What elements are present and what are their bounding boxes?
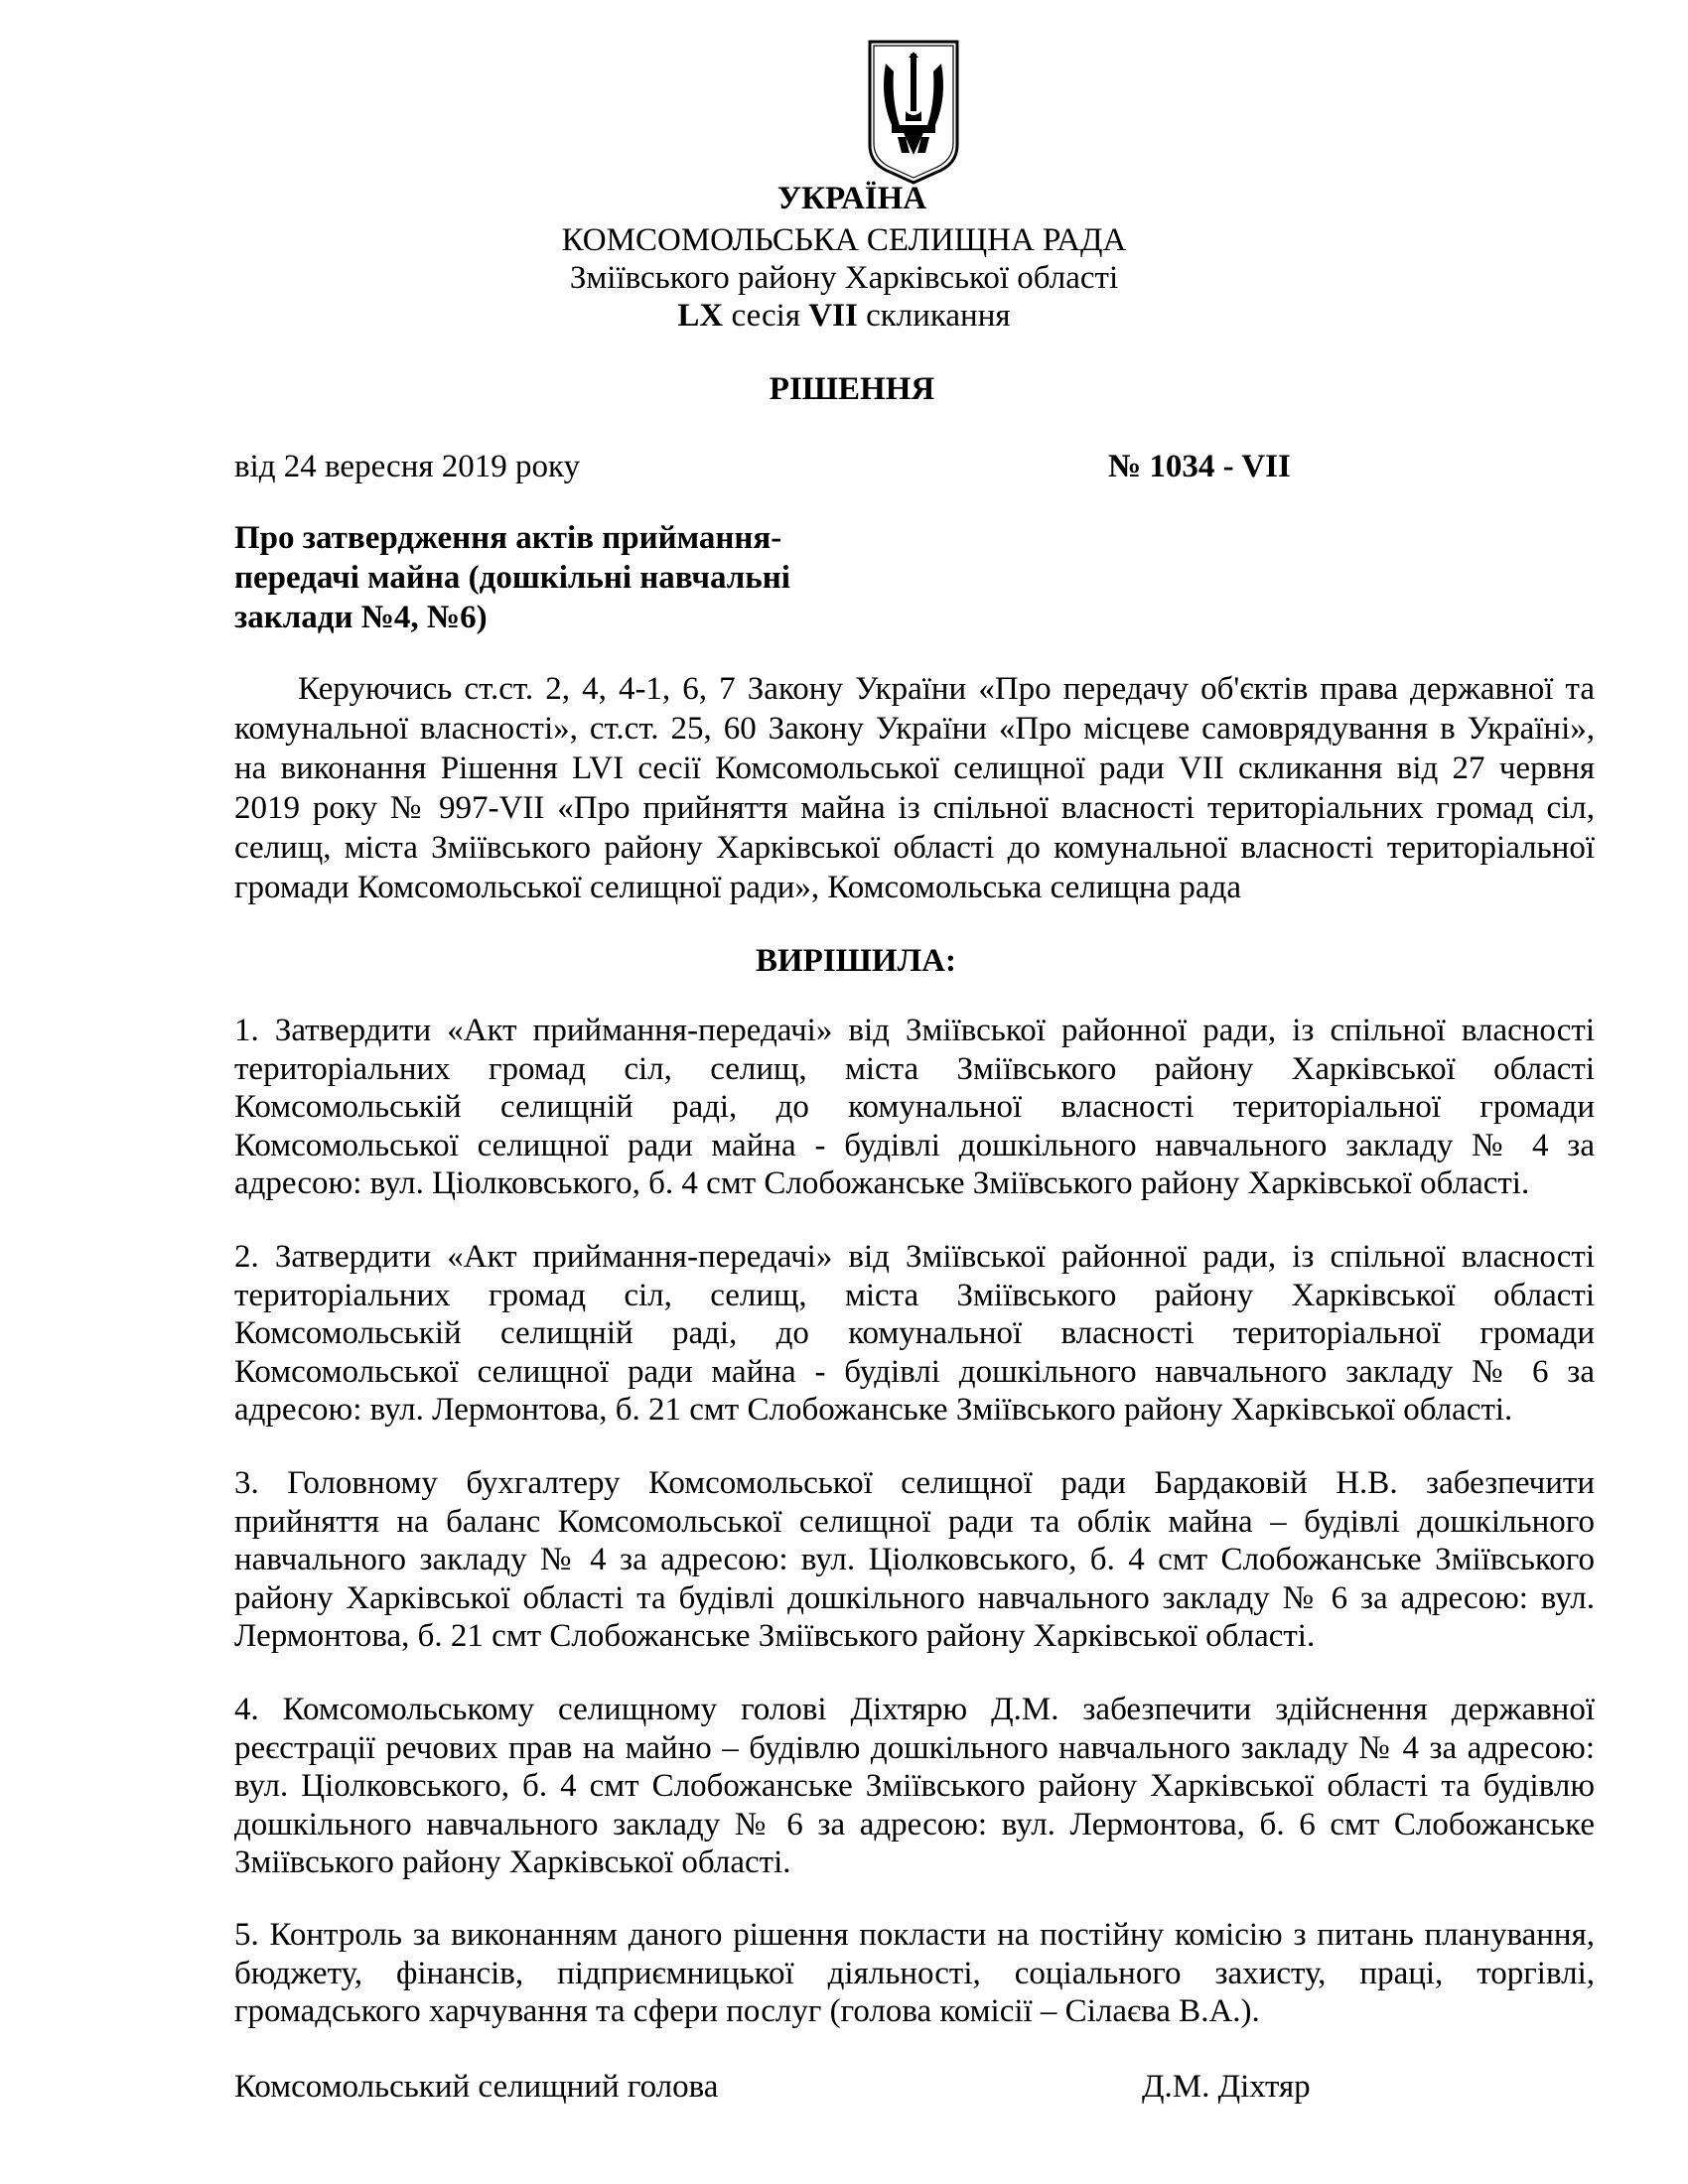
session-convocation: VII xyxy=(808,298,858,334)
item-line: дошкільного навчального закладу № 6 за адресою: вул. Лермонтова, б. 6 смт Слобожанське xyxy=(234,1806,1595,1843)
subject-line: Про затвердження актів приймання- xyxy=(234,520,782,556)
subject-line: заклади №4, №6) xyxy=(234,600,488,635)
item-line: прийняття на баланс Комсомольської селищної ради та облік майна – будівлі дошкільного xyxy=(234,1503,1595,1540)
item-line: адресою: вул. Ціолковського, б. 4 смт Слобожанське Зміївського району Харківської області. xyxy=(234,1165,1530,1201)
resolution-item-2 xyxy=(234,1238,1595,1430)
item-line: Комсомольської селищної ради майна - будівлі дошкільного навчального закладу № 4 за xyxy=(234,1127,1595,1163)
item-line: Зміївського району Харківської області. xyxy=(234,1844,791,1880)
country-heading: УКРАЇНА xyxy=(776,181,927,216)
signature-position: Комсомольський селищний голова xyxy=(234,2069,719,2105)
item-line: територіальних громад сіл, селищ, міста Зміївського району Харківської області xyxy=(234,1050,1595,1087)
decision-title: РІШЕННЯ xyxy=(769,371,935,407)
preamble-line: комунальної власності», ст.ст. 25, 60 Закону України «Про місцеве самоврядування в Україні», xyxy=(234,711,1595,747)
resolved-heading: ВИРІШИЛА: xyxy=(756,943,956,979)
preamble-paragraph xyxy=(234,669,1595,907)
item-line: адресою: вул. Лермонтова, б. 21 смт Слобожанське Зміївського району Харківської області. xyxy=(234,1392,1513,1428)
item-line: району Харківської області та будівлі дошкільного навчального закладу № 6 за адресою: вул. xyxy=(234,1579,1595,1616)
district-heading: Зміївського району Харківської області xyxy=(569,260,1119,296)
resolution-item-5 xyxy=(234,1916,1595,2031)
resolution-item-3 xyxy=(234,1464,1595,1656)
subject-line: передачі майна (дошкільні навчальні xyxy=(234,560,790,596)
preamble-line: селищ, міста Зміївського району Харківської області до комунальної власності територіальної xyxy=(234,830,1595,866)
preamble-line: Керуючись ст.ст. 2, 4, 4-1, 6, 7 Закону України «Про передачу об'єктів права державної та xyxy=(298,671,1595,707)
item-line: 2. Затвердити «Акт приймання-передачі» від Зміївської районної ради, із спільної власності xyxy=(234,1239,1595,1275)
session-heading xyxy=(0,296,1688,336)
resolution-item-4 xyxy=(234,1691,1595,1882)
decision-number: № 1034 - VII xyxy=(1108,449,1291,484)
decision-subject xyxy=(234,518,870,637)
item-line: вул. Ціолковського, б. 4 смт Слобожанське Зміївського району Харківської області та будівлю xyxy=(234,1768,1595,1804)
session-suffix: скликання xyxy=(857,298,1011,334)
council-heading: КОМСОМОЛЬСЬКА СЕЛИЩНА РАДА xyxy=(561,222,1127,258)
session-number: LX xyxy=(677,298,724,334)
trident-coat-of-arms-icon xyxy=(866,38,961,187)
item-line: Комсомольській селищній раді, до комунальної власності територіальної громади xyxy=(234,1315,1595,1351)
item-line: Комсомольській селищній раді, до комунальної власності територіальної громади xyxy=(234,1089,1595,1125)
item-line: Комсомольської селищної ради майна - будівлі дошкільного навчального закладу № 6 за xyxy=(234,1353,1595,1390)
item-line: навчального закладу № 4 за адресою: вул. Ціолковського, б. 4 смт Слобожанське Зміївського xyxy=(234,1542,1595,1577)
item-line: територіальних громад сіл, селищ, міста Зміївського району Харківської області xyxy=(234,1277,1595,1313)
decision-date: від 24 вересня 2019 року xyxy=(234,449,581,484)
preamble-line: 2019 року № 997-VII «Про прийняття майна із спільної власності територіальних громад сіл, xyxy=(234,790,1595,826)
item-line: Лермонтова, б. 21 смт Слобожанське Зміївського району Харківської області. xyxy=(234,1618,1316,1654)
preamble-line: громади Комсомольської селищної ради», Комсомольська селищна рада xyxy=(234,870,1242,905)
resolution-item-1 xyxy=(234,1012,1595,1203)
item-line: реєстрації речових прав на майно – будівлю дошкільного навчального закладу № 4 за адресою: xyxy=(234,1729,1595,1766)
item-line: 3. Головному бухгалтеру Комсомольської селищної ради Бардаковій Н.В. забезпечити xyxy=(234,1465,1595,1501)
preamble-line: на виконання Рішення LVI сесії Комсомольської селищної ради VII скликання від 27 червня xyxy=(234,751,1595,786)
item-line: 1. Затвердити «Акт приймання-передачі» від Зміївської районної ради, із спільної власності xyxy=(234,1013,1595,1048)
session-word: сесія xyxy=(723,298,809,334)
item-line: громадського харчування та сфери послуг (голова комісії – Сілаєва В.А.). xyxy=(234,1993,1260,2029)
signature-name: Д.М. Діхтяр xyxy=(1142,2069,1311,2105)
item-line: 4. Комсомольському селищному голові Діхтярю Д.М. забезпечити здійснення державної xyxy=(234,1692,1595,1727)
item-line: 5. Контроль за виконанням даного рішення покласти на постійну комісію з питань планування, xyxy=(234,1917,1595,1953)
item-line: бюджету, фінансів, підприємницької діяльності, соціального захисту, праці, торгівлі, xyxy=(234,1955,1595,1991)
